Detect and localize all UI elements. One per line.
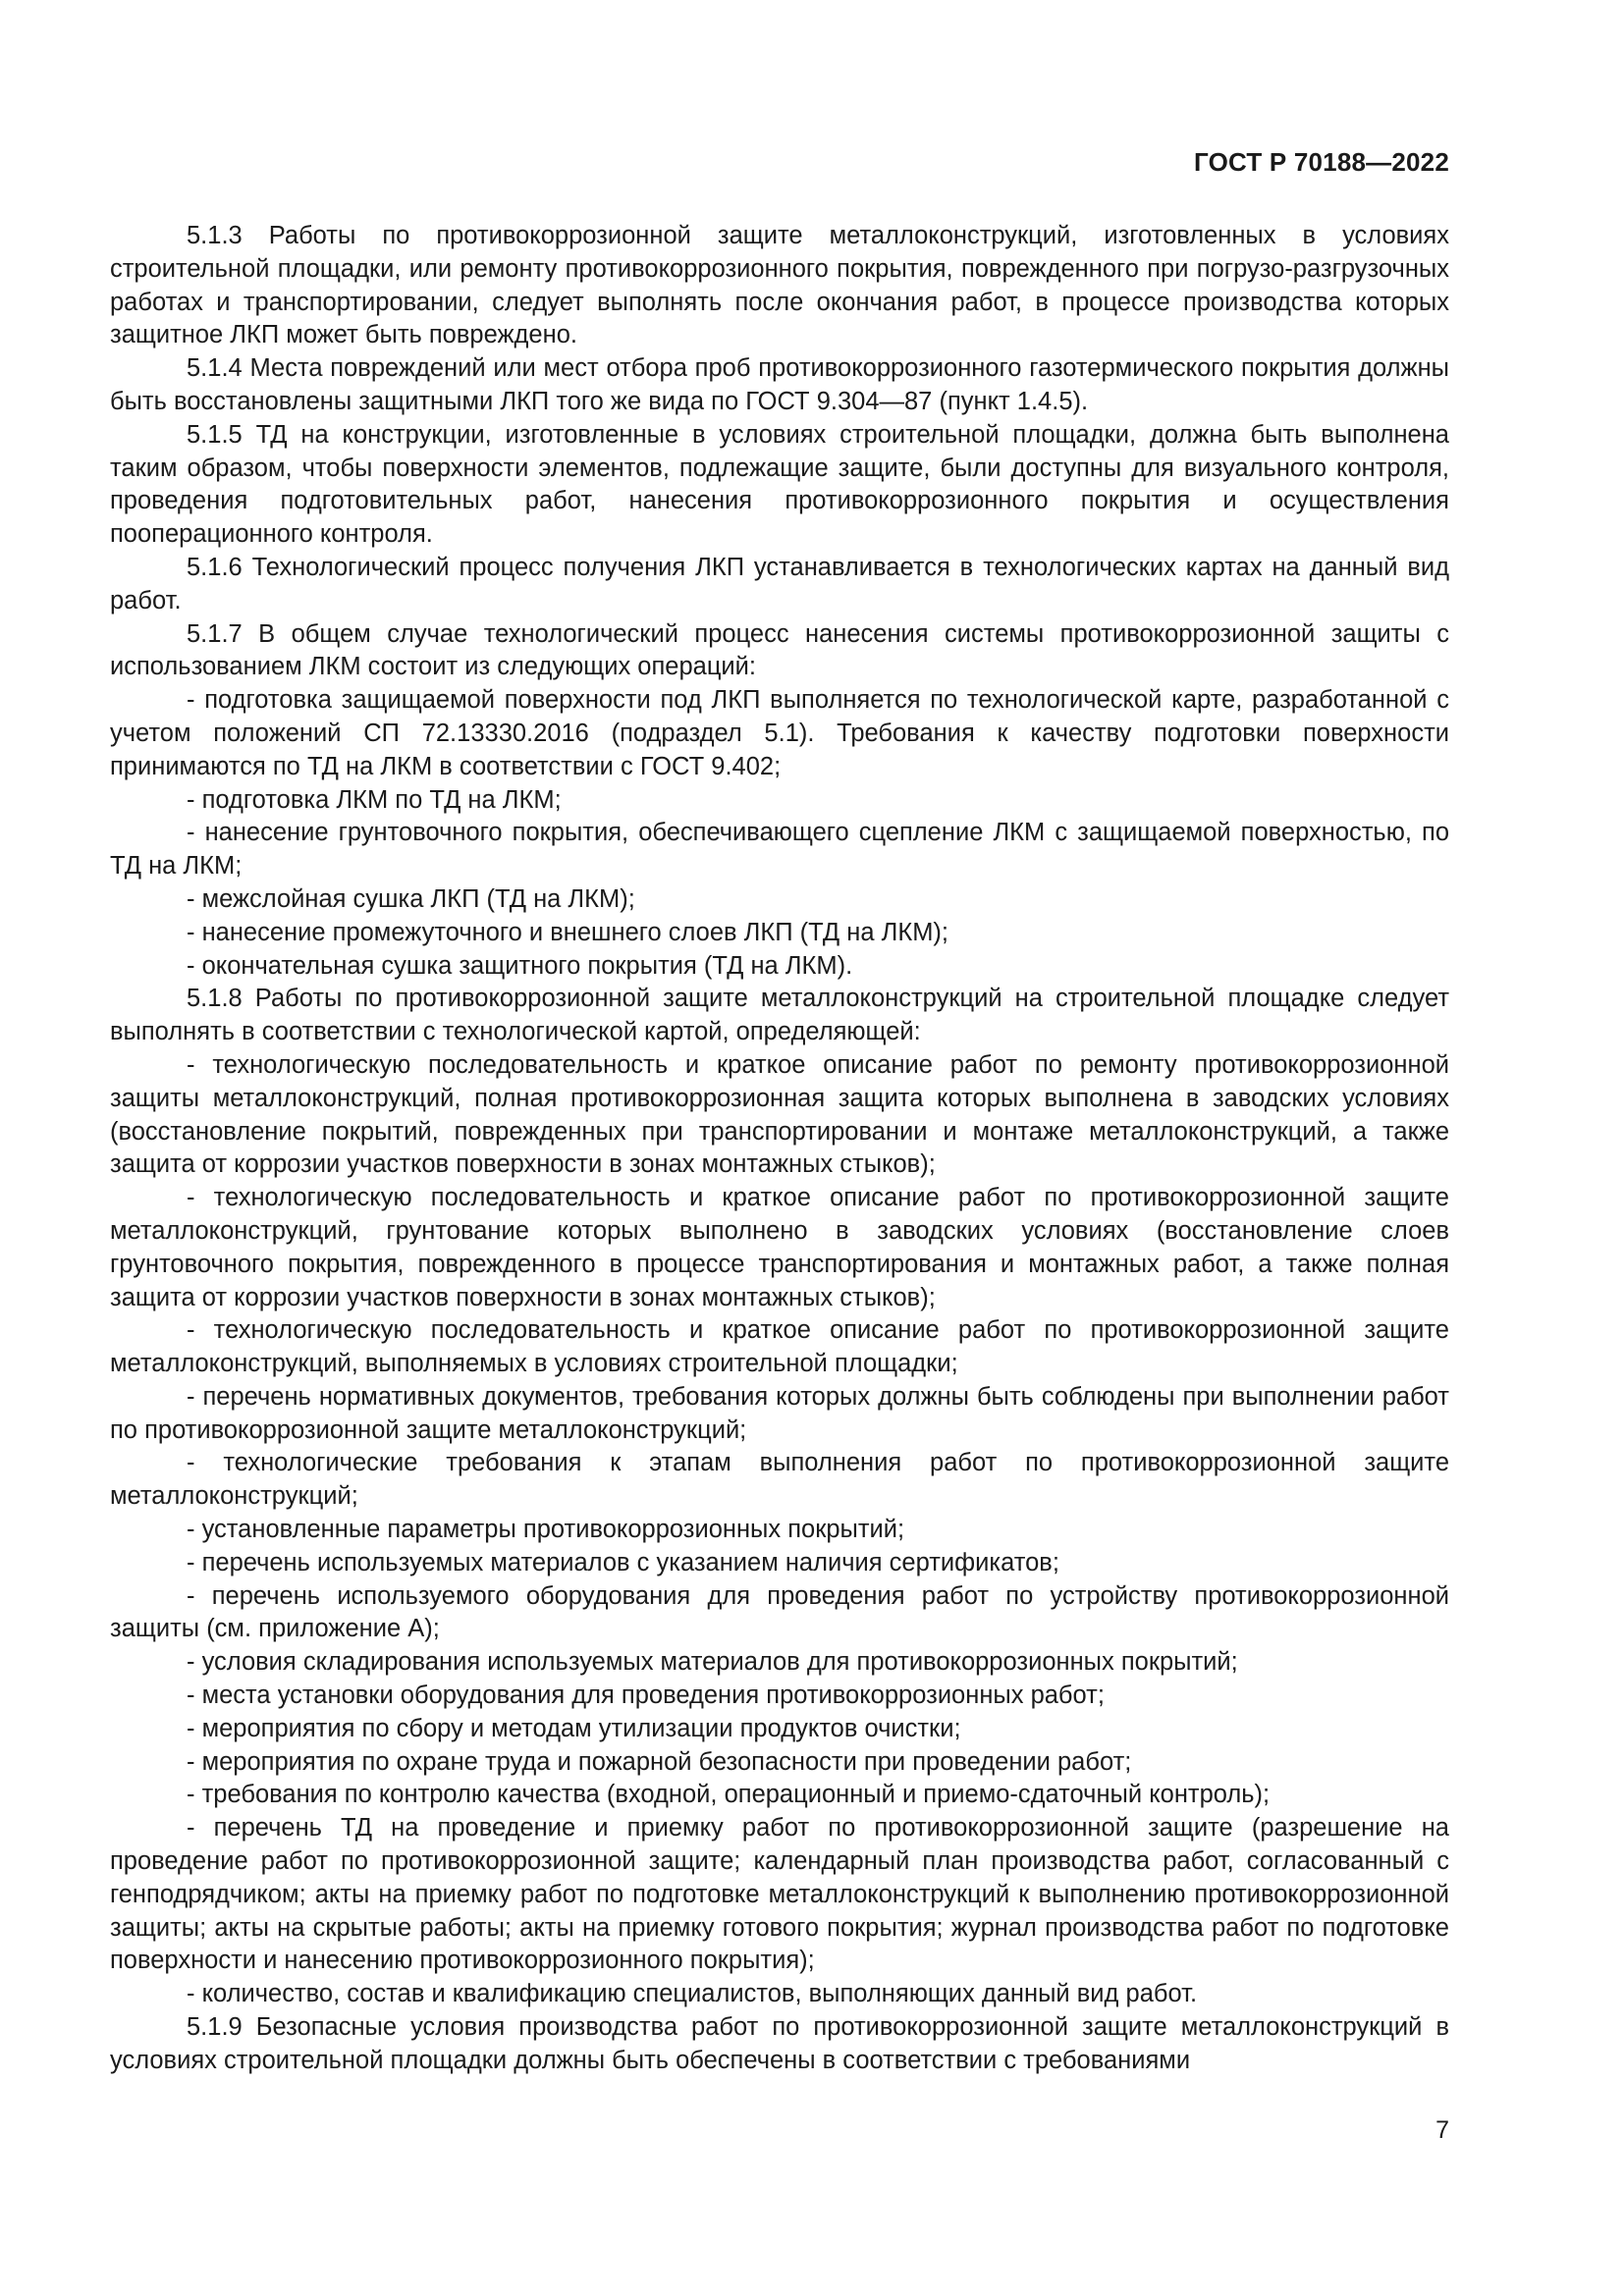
list-item: - мероприятия по сбору и методам утилизации продуктов очистки; — [187, 1714, 961, 1742]
list-item: - перечень используемого оборудования для проведения работ по устройству противокоррозионной защиты (см. приложение А); — [110, 1581, 1449, 1643]
list-item: - перечень ТД на проведение и приемку работ по противокоррозионной защите (разрешение на проведение работ по противокоррозионной защите; календарный план производства работ, согласованный с генподрядчиком; акты на приемку работ по подготовке металлоконструкций к выполнению противокоррозионной защиты; акты на скрытые работы; акты на приемку готового покрытия; журнал производства работ по подготовке поверхности и нанесению противокоррозионного покрытия); — [110, 1814, 1449, 1975]
list-item: - перечень нормативных документов, требования которых должны быть соблюдены при выполнении работ по противокоррозионной защите металлоконструкций; — [110, 1382, 1449, 1444]
paragraph: 5.1.6 Технологический процесс получения ЛКП устанавливается в технологических картах на данный вид работ. — [110, 553, 1449, 614]
paragraph: 5.1.7 В общем случае технологический процесс нанесения системы противокоррозионной защиты с использованием ЛКМ состоит из следующих операций: — [110, 619, 1449, 681]
list-item: - перечень используемых материалов с указанием наличия сертификатов; — [187, 1548, 1059, 1576]
list-item: - окончательная сушка защитного покрытия (ТД на ЛКМ). — [187, 951, 853, 980]
list-item: - требования по контролю качества (входной, операционный и приемо-сдаточный контроль); — [187, 1781, 1271, 1809]
list-item: - технологическую последовательность и краткое описание работ по противокоррозионной защите металлоконструкций, грунтование которых выполнено в заводских условиях (восстановление слоев грунтовочного покрытия, поврежденного в процессе транспортирования и монтажных работ, а также полная защита от коррозии участков поверхности в зонах монтажных стыков); — [110, 1184, 1449, 1311]
list-item: - мероприятия по охране труда и пожарной безопасности при проведении работ; — [187, 1747, 1132, 1776]
list-item: - места установки оборудования для проведения противокоррозионных работ; — [187, 1682, 1105, 1710]
list-item: - технологическую последовательность и краткое описание работ по ремонту противокоррозионной защиты металлоконструкций, полная противокоррозионная защита которых выполнена в заводских условиях (восстановление покрытий, поврежденных при транспортировании и монтаже металлоконструкций, а также защита от коррозии участков поверхности в зонах монтажных стыков); — [110, 1050, 1449, 1179]
paragraph: 5.1.5 ТД на конструкции, изготовленные в условиях строительной площадки, должна быть выполнена таким образом, чтобы поверхности элементов, подлежащие защите, были доступны для визуального контроля, проведения подготовительных работ, нанесения противокоррозионного покрытия и осуществления пооперационного контроля. — [110, 420, 1449, 549]
list-item: - условия складирования используемых материалов для противокоррозионных покрытий; — [187, 1648, 1238, 1677]
list-item: - технологические требования к этапам выполнения работ по противокоррозионной защите металлоконструкций; — [110, 1449, 1449, 1511]
standard-code-header: ГОСТ Р 70188—2022 — [1194, 147, 1449, 177]
list-item: - подготовка ЛКМ по ТД на ЛКМ; — [187, 785, 562, 814]
list-item: - технологическую последовательность и краткое описание работ по противокоррозионной защите металлоконструкций, выполняемых в условиях строительной площадки; — [110, 1316, 1449, 1378]
body-text — [110, 220, 1449, 2078]
paragraph: 5.1.3 Работы по противокоррозионной защите металлоконструкций, изготовленных в условиях строительной площадки, или ремонту противокоррозионного покрытия, поврежденного при погрузо-разгрузочных работах и транспортировании, следует выполнять после окончания работ, в процессе производства которых защитное ЛКП может быть повреждено. — [110, 222, 1449, 349]
list-item: - количество, состав и квалификацию специалистов, выполняющих данный вид работ. — [187, 1980, 1198, 2008]
paragraph: 5.1.8 Работы по противокоррозионной защите металлоконструкций на строительной площадке следует выполнять в соответствии с технологической картой, определяющей: — [110, 985, 1449, 1046]
list-item: - нанесение промежуточного и внешнего слоев ЛКП (ТД на ЛКМ); — [187, 918, 949, 946]
list-item: - межслойная сушка ЛКП (ТД на ЛКМ); — [187, 884, 635, 913]
list-item: - нанесение грунтовочного покрытия, обеспечивающего сцепление ЛКМ с защищаемой поверхностью, по ТД на ЛКМ; — [110, 819, 1449, 881]
paragraph: 5.1.4 Места повреждений или мест отбора проб противокоррозионного газотермического покрытия должны быть восстановлены защитными ЛКП того же вида по ГОСТ 9.304—87 (пункт 1.4.5). — [110, 354, 1449, 415]
list-item: - установленные параметры противокоррозионных покрытий; — [187, 1516, 905, 1544]
page-number: 7 — [1435, 2116, 1449, 2144]
list-item: - подготовка защищаемой поверхности под ЛКП выполняется по технологической карте, разработанной с учетом положений СП 72.13330.2016 (подраздел 5.1). Требования к качеству подготовки поверхности принимаются по ТД на ЛКМ в соответствии с ГОСТ 9.402; — [110, 686, 1449, 780]
paragraph: 5.1.9 Безопасные условия производства работ по противокоррозионной защите металлоконструкций в условиях строительной площадки должны быть обеспечены в соответствии с требованиями — [110, 2013, 1449, 2074]
